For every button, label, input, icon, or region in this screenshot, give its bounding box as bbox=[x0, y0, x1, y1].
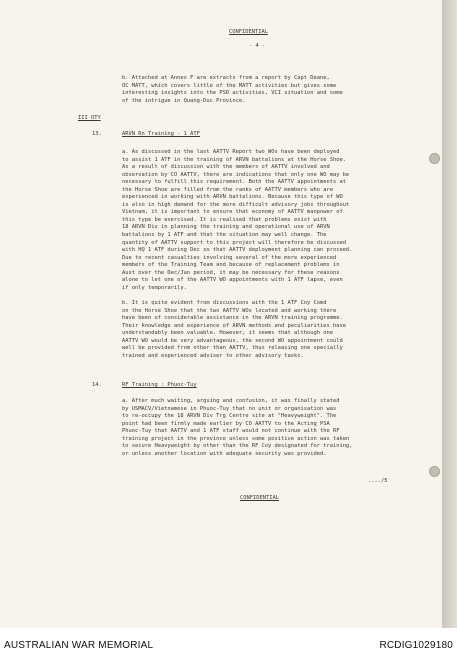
text-line: training project in the province unless some positive action was taken bbox=[122, 435, 350, 442]
item-13-heading: ARVN Rn Training - 1 ATF bbox=[122, 131, 200, 137]
punch-hole bbox=[429, 153, 440, 164]
text-line: alone to let one of the AATTV WO appointments with 1 ATF lapse, even bbox=[122, 277, 343, 284]
item-14-number: 14. bbox=[92, 382, 102, 388]
text-line: a. As discussed in the last AATTV Report two WOs have been deployed bbox=[122, 149, 340, 155]
text-line: on the Horse Shoe that the two AATTV WOs located and working there bbox=[122, 307, 337, 314]
text-line: by USMACV/Vietnamese in Phuoc-Tuy that no unit or organisation was bbox=[122, 405, 337, 412]
archive-reference: RCDIG1029180 bbox=[379, 640, 453, 651]
text-line: this type be exercised. It is realised that problems exist with bbox=[122, 216, 327, 223]
text-line: understandably been valuable. However, it seems that although one bbox=[122, 330, 333, 337]
text-line: well be provided from other than AATTV, thus releasing one specially bbox=[122, 345, 343, 352]
text-line: is also in high demand for the more difficult advisory jobs throughout bbox=[122, 201, 350, 208]
text-line: Phuoc-Tuy that AATTV and 1 ATF staff would not continue with the RF bbox=[122, 428, 340, 435]
footer-classification: CONFIDENTIAL bbox=[240, 495, 279, 501]
text-line: OC MATT, which covers little of the MATT activities but gives some bbox=[122, 82, 337, 89]
text-line: to re-occupy the 18 ARVN Div Trg Centre site at "Heavyweight". The bbox=[122, 413, 337, 420]
item-14-heading: RF Training : Phuoc-Tuy bbox=[122, 382, 197, 388]
text-line: members of the Training Team and because of replacement problems in bbox=[122, 262, 340, 269]
header-classification: CONFIDENTIAL bbox=[229, 29, 268, 35]
text-line: have been of considerable assistance in the ARVN training programme. bbox=[122, 315, 343, 322]
text-line: to secure Heavyweight by other than the RF Coy designated for training, bbox=[122, 443, 353, 450]
archive-footer bbox=[0, 628, 457, 654]
text-line: of the intrigue in Quang-Duc Province. bbox=[122, 97, 246, 104]
text-line: or unless another location with adequate security was provided. bbox=[122, 450, 327, 457]
text-line: the Horse Shoe are filled from the ranks of AATTV members who are bbox=[122, 186, 333, 193]
text-line: b. It is quite evident from discussions with the 1 ATF Coy Comd bbox=[122, 300, 327, 306]
continuation-marker: ..../5 bbox=[368, 478, 388, 484]
item-14-paragraph-a bbox=[122, 398, 352, 458]
text-line: point had been firmly made earlier by CO AATTV to the Acting PSA bbox=[122, 420, 330, 427]
item-13-paragraph-a bbox=[122, 149, 352, 292]
text-line: a. After much waiting, arguing and confusion, it was finally stated bbox=[122, 398, 340, 404]
item-13-number: 13. bbox=[92, 131, 102, 137]
text-line: with HQ 1 ATF during Dec so that AATTV deployment planning can proceed. bbox=[122, 247, 353, 254]
text-line: Aust over the Dec/Jan period, it may be necessary for these reasons bbox=[122, 269, 340, 276]
text-line: battalions by 1 ATF and that the situation may well change. The bbox=[122, 232, 327, 239]
text-line: As a result of discussion with the members of AATTV involved and bbox=[122, 164, 330, 171]
section-heading: III OTY bbox=[78, 115, 101, 121]
page-edge bbox=[442, 0, 457, 628]
text-line: interesting insights into the PSD activities, VCI situation and some bbox=[122, 90, 343, 97]
punch-hole bbox=[429, 466, 440, 477]
text-line: observation by CO AATTV, there are indications that only one WO may be bbox=[122, 171, 350, 178]
text-line: b. Attached at Annex F are extracts from a report by Capt Deane, bbox=[122, 75, 330, 81]
text-line: trained and experienced adviser to other advisory tasks. bbox=[122, 352, 304, 359]
text-line: if only temporarily. bbox=[122, 284, 187, 291]
text-line: Vietnam, it is important to ensure that economy of AATTV manpower of bbox=[122, 209, 343, 216]
intro-paragraph-b bbox=[122, 75, 343, 105]
text-line: quantity of AATTV support to this project will therefore be discussed bbox=[122, 239, 346, 246]
text-line: Their knowledge and experience of ARVN methods and peculiarities have bbox=[122, 322, 346, 329]
item-13-paragraph-b bbox=[122, 300, 346, 360]
archive-institution: AUSTRALIAN WAR MEMORIAL bbox=[4, 640, 154, 651]
text-line: experienced in working with ARVN battalions. Because this type of WO bbox=[122, 194, 343, 201]
text-line: necessary to fulfill this requirement. Both the AATTV appointments at bbox=[122, 179, 346, 186]
text-line: AATTV WO would be very advantageous, the second WO appointment could bbox=[122, 337, 343, 344]
text-line: 18 ARVN Div in planning the training and operational use of ARVN bbox=[122, 224, 330, 231]
text-line: Due to recent casualties involving several of the more experienced bbox=[122, 254, 337, 261]
text-line: to assist 1 ATF in the training of ARVN battalions at the Horse Shoe. bbox=[122, 156, 346, 163]
page-number: - 4 - bbox=[249, 43, 266, 49]
